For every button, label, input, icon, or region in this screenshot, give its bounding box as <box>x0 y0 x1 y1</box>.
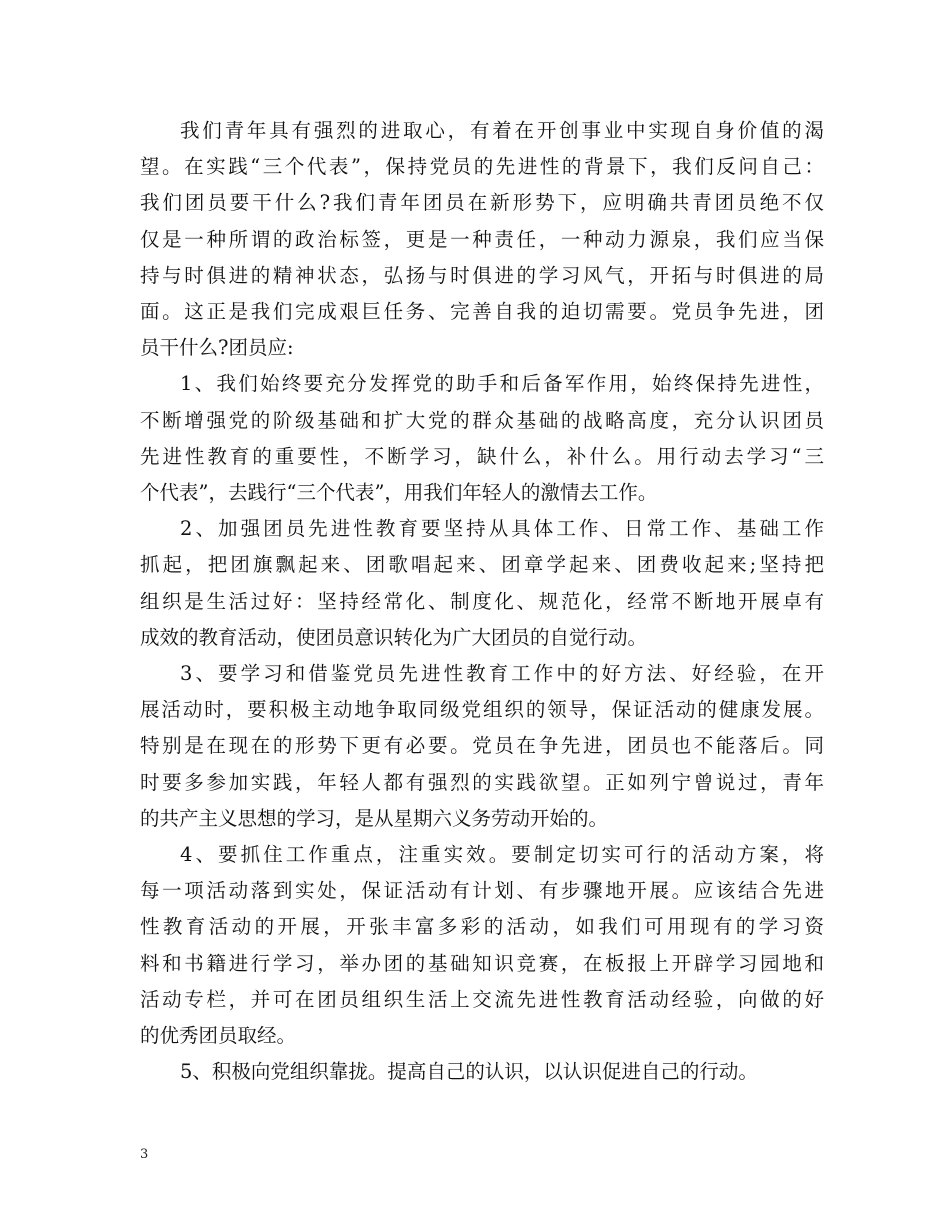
text-line: 望。在实践“三个代表”，保持党员的先进性的背景下，我们反问自己： <box>140 155 824 179</box>
text-line: 成效的教育活动，使团员意识转化为广大团员的自觉行动。 <box>140 625 648 649</box>
paragraph <box>140 366 824 511</box>
text-line: 我们团员要干什么?我们青年团员在新形势下，应明确共青团员绝不仅 <box>140 191 824 215</box>
text-line: 活动专栏，并可在团员组织生活上交流先进性教育活动经验，向做的好 <box>140 987 824 1011</box>
text-line: 4、要抓住工作重点，注重实效。要制定切实可行的活动方案，将 <box>180 843 824 867</box>
paragraph <box>140 1054 824 1090</box>
text-line: 性教育活动的开展，开张丰富多彩的活动，如我们可用现有的学习资 <box>140 915 824 939</box>
text-line: 我们青年具有强烈的进取心，有着在开创事业中实现自身价值的渴 <box>180 119 824 142</box>
paragraph <box>140 656 824 837</box>
page-number: 3 <box>140 1147 149 1162</box>
text-line: 持与时俱进的精神状态，弘扬与时俱进的学习风气，开拓与时俱进的局 <box>140 263 824 287</box>
text-line: 的优秀团员取经。 <box>140 1024 297 1048</box>
text-line: 每一项活动落到实处，保证活动有计划、有步骤地开展。应该结合先进 <box>140 879 824 903</box>
text-line: 抓起，把团旗飘起来、团歌唱起来、团章学起来、团费收起来;坚持把 <box>140 553 824 577</box>
text-line: 个代表”，去践行“三个代表”，用我们年轻人的激情去工作。 <box>140 481 658 505</box>
text-line: 3、要学习和借鉴党员先进性教育工作中的好方法、好经验，在开 <box>180 662 824 686</box>
text-line: 先进性教育的重要性，不断学习，缺什么，补什么。用行动去学习“三 <box>140 444 824 468</box>
text-line: 5、积极向党组织靠拢。提高自己的认识，以认识促进自己的行动。 <box>180 1060 758 1084</box>
paragraph <box>140 837 824 1054</box>
text-line: 时要多参加实践，年轻人都有强烈的实践欲望。正如列宁曾说过，青年 <box>140 770 824 794</box>
text-line: 不断增强党的阶级基础和扩大党的群众基础的战略高度，充分认识团员 <box>140 408 824 432</box>
text-line: 组织是生活过好：坚持经常化、制度化、规范化，经常不断地开展卓有 <box>140 589 824 613</box>
text-line: 员干什么?团员应: <box>140 336 294 360</box>
text-line: 1、我们始终要充分发挥党的助手和后备军作用，始终保持先进性， <box>180 372 824 396</box>
text-line: 展活动时，要积极主动地争取同级党组织的领导，保证活动的健康发展。 <box>140 698 824 722</box>
text-line: 的共产主义思想的学习，是从星期六义务劳动开始的。 <box>140 806 609 830</box>
text-line: 2、加强团员先进性教育要坚持从具体工作、日常工作、基础工作 <box>180 517 824 541</box>
text-line: 料和书籍进行学习，举办团的基础知识竞赛，在板报上开辟学习园地和 <box>140 951 824 975</box>
text-line: 面。这正是我们完成艰巨任务、完善自我的迫切需要。党员争先进，团 <box>140 300 824 324</box>
text-line: 仅是一种所谓的政治标签，更是一种责任，一种动力源泉，我们应当保 <box>140 227 824 251</box>
document-body <box>140 113 824 1090</box>
text-line: 特别是在现在的形势下更有必要。党员在争先进，团员也不能落后。同 <box>140 734 824 758</box>
paragraph <box>140 511 824 656</box>
paragraph <box>140 113 824 366</box>
